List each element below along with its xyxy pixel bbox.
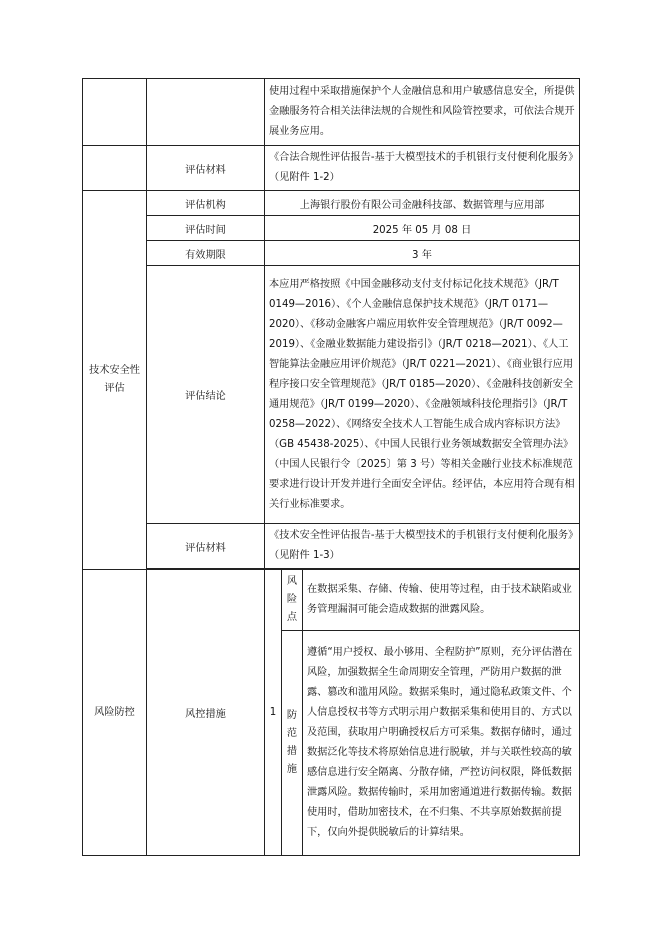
compliance-continued-text: 使用过程中采取措施保护个人金融信息和用户敏感信息安全，所提供金融服务符合相关法律法规的合规性和风险管控要求，可依法合规开展业务应用。 bbox=[265, 79, 580, 146]
empty-category-cell bbox=[83, 79, 147, 146]
risk-point-label: 风 险 点 bbox=[282, 570, 303, 631]
table-row bbox=[83, 524, 580, 569]
tech-material-label: 评估材料 bbox=[147, 524, 265, 569]
table-row bbox=[83, 79, 580, 146]
risk-point-value: 在数据采集、存储、传输、使用等过程，由于技术缺陷或业务管理漏洞可能会造成数据的泄露风险。 bbox=[303, 570, 580, 631]
table-row bbox=[83, 191, 580, 216]
table-row bbox=[83, 241, 580, 266]
tech-material-value: 《技术安全性评估报告-基于大模型技术的手机银行支付便利化服务》（见附件 1-3） bbox=[265, 524, 580, 569]
risk-measures-label: 风控措施 bbox=[147, 570, 265, 856]
tech-validity-value: 3 年 bbox=[265, 241, 580, 266]
tech-org-label: 评估机构 bbox=[147, 191, 265, 216]
tech-org-value: 上海银行股份有限公司金融科技部、数据管理与应用部 bbox=[265, 191, 580, 216]
empty-label-cell bbox=[147, 79, 265, 146]
table-row bbox=[83, 570, 580, 631]
prevention-value: 遵循“用户授权、最小够用、全程防护”原则，充分评估潜在风险，加强数据全生命周期安全管理，严防用户数据的泄露、篡改和滥用风险。数据采集时，通过隐私政策文件、个人信息授权书等方式明示用户数据采集和使用目的、方式以及范围，获取用户明确授权后方可采集。数据存储时，通过数据泛化等技术将原始信息进行脱敏，并与关联性较高的敏感信息进行安全隔离、分散存储，严控访问权限，降低数据泄露风险。数据传输时，采用加密通道进行数据传输。数据使用时，借助加密技术，在不归集、不共享原始数据前提下，仅向外提供脱敏后的计算结果。 bbox=[303, 631, 580, 856]
compliance-material-label: 评估材料 bbox=[147, 146, 265, 191]
tech-conclusion-value: 本应用严格按照《中国金融移动支付支付标记化技术规范》（JR/T 0149—2016）、《个人金融信息保护技术规范》（JR/T 0171—2020）、《移动金融客户端应用软件安全管理规范》（JR/T 0092—2019）、《金融业数据能力建设指引》（JR/T 0218—2021）、《人工智能算法金融应用评价规范》（JR/T 0221—2021）、《商业银行应用程序接口安全管理规范》（JR/T 0185—2020）、《金融科技创新安全通用规范》（JR/T 0199—2020）、《金融领域科技伦理指引》（JR/T 0258—2022）、《网络安全技术人工智能生成合成内容标识方法》（GB 45438-2025）、《中国人民银行业务领域数据安全管理办法》（中国人民银行令〔2025〕第 3 号）等相关金融行业技术标准规范要求进行设计开发并进行全面安全评估。经评估，本应用符合现有相关行业标准要求。 bbox=[265, 266, 580, 524]
risk-index: 1 bbox=[265, 570, 282, 856]
tech-time-label: 评估时间 bbox=[147, 216, 265, 241]
table-row bbox=[83, 216, 580, 241]
empty-category-cell bbox=[83, 146, 147, 191]
assessment-table bbox=[82, 78, 580, 856]
compliance-material-value: 《合法合规性评估报告-基于大模型技术的手机银行支付便利化服务》（见附件 1-2） bbox=[265, 146, 580, 191]
tech-validity-label: 有效期限 bbox=[147, 241, 265, 266]
table-row bbox=[83, 146, 580, 191]
risk-category-label: 风险防控 bbox=[83, 570, 147, 856]
tech-time-value: 2025 年 05 月 08 日 bbox=[265, 216, 580, 241]
tech-conclusion-label: 评估结论 bbox=[147, 266, 265, 524]
prevention-label: 防 范 措 施 bbox=[282, 631, 303, 856]
table-row bbox=[83, 266, 580, 524]
tech-category-label: 技术安全性评估 bbox=[83, 191, 147, 570]
